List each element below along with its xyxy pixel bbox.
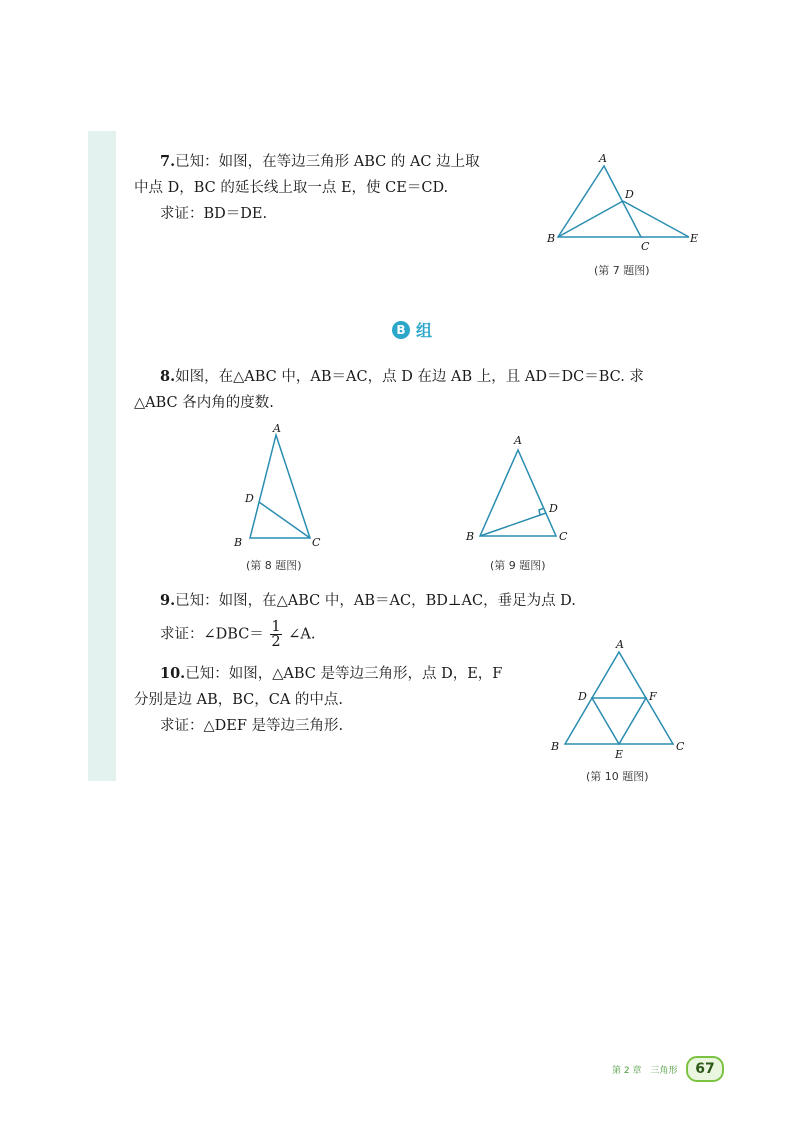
footer-chapter: 第 2 章 三角形 — [612, 1066, 678, 1076]
q7-triangle-abc — [558, 166, 641, 237]
q10-text-line1: 已知：如图，△ABC 是等边三角形，点 D，E，F — [185, 666, 503, 682]
q8-label-d: D — [245, 492, 254, 505]
q9-figure — [462, 430, 582, 550]
q10-label-e: E — [615, 748, 624, 761]
q8-segment-dc — [259, 502, 310, 538]
q9-proof-line — [160, 620, 315, 649]
q10-triangle-def — [592, 698, 646, 744]
q8-text-line1: 如图，在△ABC 中，AB＝AC，点 D 在边 AB 上，且 AD＝DC＝BC. 求 — [175, 369, 644, 385]
q7-caption: (第 7 题图) — [594, 264, 650, 277]
q7-label-e: E — [690, 232, 699, 245]
q7-line1 — [160, 150, 480, 174]
q9-label-a: A — [514, 434, 522, 447]
q8-label-c: C — [312, 536, 321, 549]
q10-label-a: A — [616, 638, 624, 651]
q10-figure — [545, 632, 695, 767]
q9-fraction — [270, 620, 281, 649]
q7-segment-bd — [558, 201, 623, 237]
q8-label-b: B — [234, 536, 243, 549]
q10-number: 10. — [160, 665, 186, 682]
q7-segment-de — [623, 201, 689, 237]
q9-frac-num: 1 — [271, 619, 281, 635]
q9-proof-prefix: 求证：∠DBC＝ — [160, 626, 264, 643]
q8-number: 8. — [160, 368, 176, 385]
group-b-heading — [392, 318, 432, 341]
q7-figure — [540, 150, 710, 260]
q7-label-a: A — [599, 152, 607, 165]
q9-number: 9. — [160, 592, 176, 609]
q9-label-b: B — [466, 530, 475, 543]
q10-label-d: D — [578, 690, 587, 703]
q10-text-line3: 求证：△DEF 是等边三角形. — [160, 718, 344, 734]
q9-frac-den: 2 — [271, 634, 281, 650]
q8-text-line2: △ABC 各内角的度数. — [134, 395, 274, 411]
q7-label-d: D — [625, 188, 634, 201]
q8-label-a: A — [273, 422, 281, 435]
page-number: 67 — [686, 1056, 724, 1082]
q9-caption: (第 9 题图) — [490, 559, 546, 572]
q9-proof-suffix: ∠A. — [288, 626, 316, 643]
q9-label-c: C — [559, 530, 568, 543]
q9-text-line1: 已知：如图，在△ABC 中，AB＝AC，BD⊥AC，垂足为点 D. — [175, 593, 576, 609]
q10-label-c: C — [676, 740, 685, 753]
q7-label-b: B — [547, 232, 556, 245]
q7-number: 7. — [160, 153, 176, 170]
q10-line1 — [160, 662, 502, 686]
group-b-badge: B — [392, 321, 410, 339]
q9-line1 — [160, 589, 576, 613]
q7-text-line1: 已知：如图，在等边三角形 ABC 的 AC 边上取 — [175, 154, 480, 170]
q10-label-f: F — [649, 690, 657, 703]
q8-triangle-abc — [250, 435, 310, 538]
q7-text-line3: 求证：BD＝DE. — [160, 206, 268, 222]
q10-caption: (第 10 题图) — [586, 770, 649, 783]
q9-label-d: D — [549, 502, 558, 515]
q9-segment-bd — [480, 513, 546, 536]
side-band — [88, 131, 116, 781]
group-b-label: 组 — [416, 321, 433, 340]
q7-text-line2: 中点 D，BC 的延长线上取一点 E，使 CE＝CD. — [134, 180, 449, 196]
q7-label-c: C — [641, 240, 650, 253]
q8-caption: (第 8 题图) — [246, 559, 302, 572]
q10-label-b: B — [551, 740, 560, 753]
q10-text-line2: 分别是边 AB，BC，CA 的中点. — [134, 692, 344, 708]
q8-figure — [228, 420, 328, 555]
q8-line1 — [160, 365, 644, 389]
